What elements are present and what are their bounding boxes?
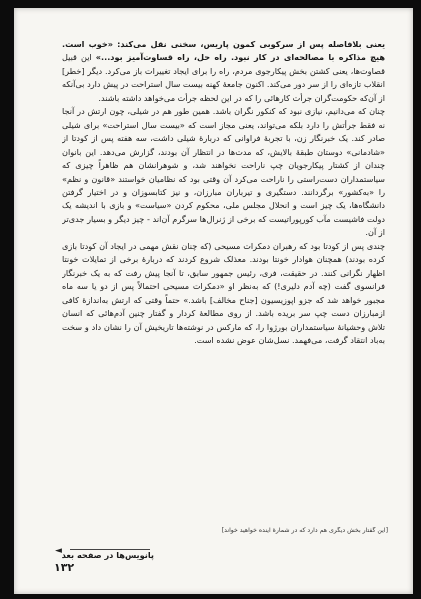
footnotes-label: پانویس‌ها در صفحه بعد: [61, 550, 154, 560]
body-text: [62, 38, 385, 508]
paragraph-2: چنان که می‌دانیم، نیازی نبود که کنکور نگران باشد. همین طور هم در شیلی، چون ارتش در آنجا نه فقط جرأتش را دارد بلکه می‌تواند، یعنی مجاز است که «بیست سال استراحت» برای شیلی صادر کند. یک خبرنگار زن، با تجربهٔ فراوانی که دربارهٔ شیلی داشت، سه هفته پس از کودتا از «شادمانی» دوستان طبقهٔ بالایش، که مدت‌ها در انتظار آن بودند، گزارش می‌دهد. این بانوان چندان از کشتار پیکارجویان چپ ناراحت نخواهند شد، و شوهرانشان هم ظاهراً چیزی که سیاستمداران دست‌راستی را ناراحت می‌کرد آن وقتی بود که نظامیان خواستند «قانون و نظم» را «به‌کشور» برگردانند. دستگیری و تیرباران مبارزان، و نیز کتابسوزان و در اختیار گرفتن دانشگاه‌ها، یک چیز است و انحلال مجلس ملی، محکوم کردن «سیاست» و بازی با اندیشه یک دولت فاشیست مآب کورپوراتیست که برخی از ژنرال‌ها سرگرم آن‌اند - چیز دیگر و بسیار جدی‌تر از آن.: [62, 106, 385, 238]
page-number: ۱۳۲: [54, 561, 75, 574]
paragraph-3: چندی پس از کودتا بود که رهبران دمکرات مسیحی (که چنان نقش مهمی در ایجاد آن کودتا بازی کرده بودند) همچنان هوادار خونتا بودند. معذلک شروع کردند که دربارهٔ برخی از تمایلات خونتا اظهار نگرانی کنند. در حقیقت، فری، رئیس جمهور سابق، تا آنجا پیش رفت که به یک خبرنگار فرانسوی گفت (چه آدم دلیری!) که به‌نظر او «دمکرات مسیحی احتمالاً پس از دو یا سه ماه مجبور خواهد شد که جزو اپوزیسیون [جناح مخالف] باشد.» حتماً وقتی که ارتش به‌اندازهٔ کافی ازمبارزان دست چپ سر بریده باشد. از روی مطالعهٔ کردار و گفتار چنین آدم‌هائی که انسان تلاش وحشیانهٔ سیاستمداران بورژوا را، که مارکس در نوشته‌ها تاریخیش آن را نشان داد و سخت به‌باد انتقاد گرفت، می‌فهمد. نسل‌شان عوض نشده است.: [62, 240, 385, 345]
book-page: [14, 8, 413, 594]
left-arrow-icon: ◄: [55, 546, 62, 556]
lead-sentence: یعنی بلافاصله پس از سرکوبی کمون پاریس، سخنی نقل می‌کند: «خوب است. هیچ مذاکره با مصالحه‌ای در کار نبود. راه حل، راه قساوت‌آمیز بود...»: [62, 39, 385, 63]
continuation-note: [این گفتار بخش دیگری هم دارد که در شمارهٔ آینده خواهید خواند]: [221, 527, 388, 534]
paragraph-1: این قبیل قصاوت‌ها، یعنی کشتن بخش پیکارجوی مردم، راه را برای ایجاد تغییرات باز می‌کرد. دیگر [خطر] انقلاب تازه‌ای را از سر دور می‌کند. اکنون جامعهٔ کهنه بیست سال استراحت در پیش دارد بی‌آنکه از آن‌که حکومت‌گران جرأت کارهائی را که در این لحظه جرأت می‌خواهد داشته باشند.: [62, 52, 385, 103]
